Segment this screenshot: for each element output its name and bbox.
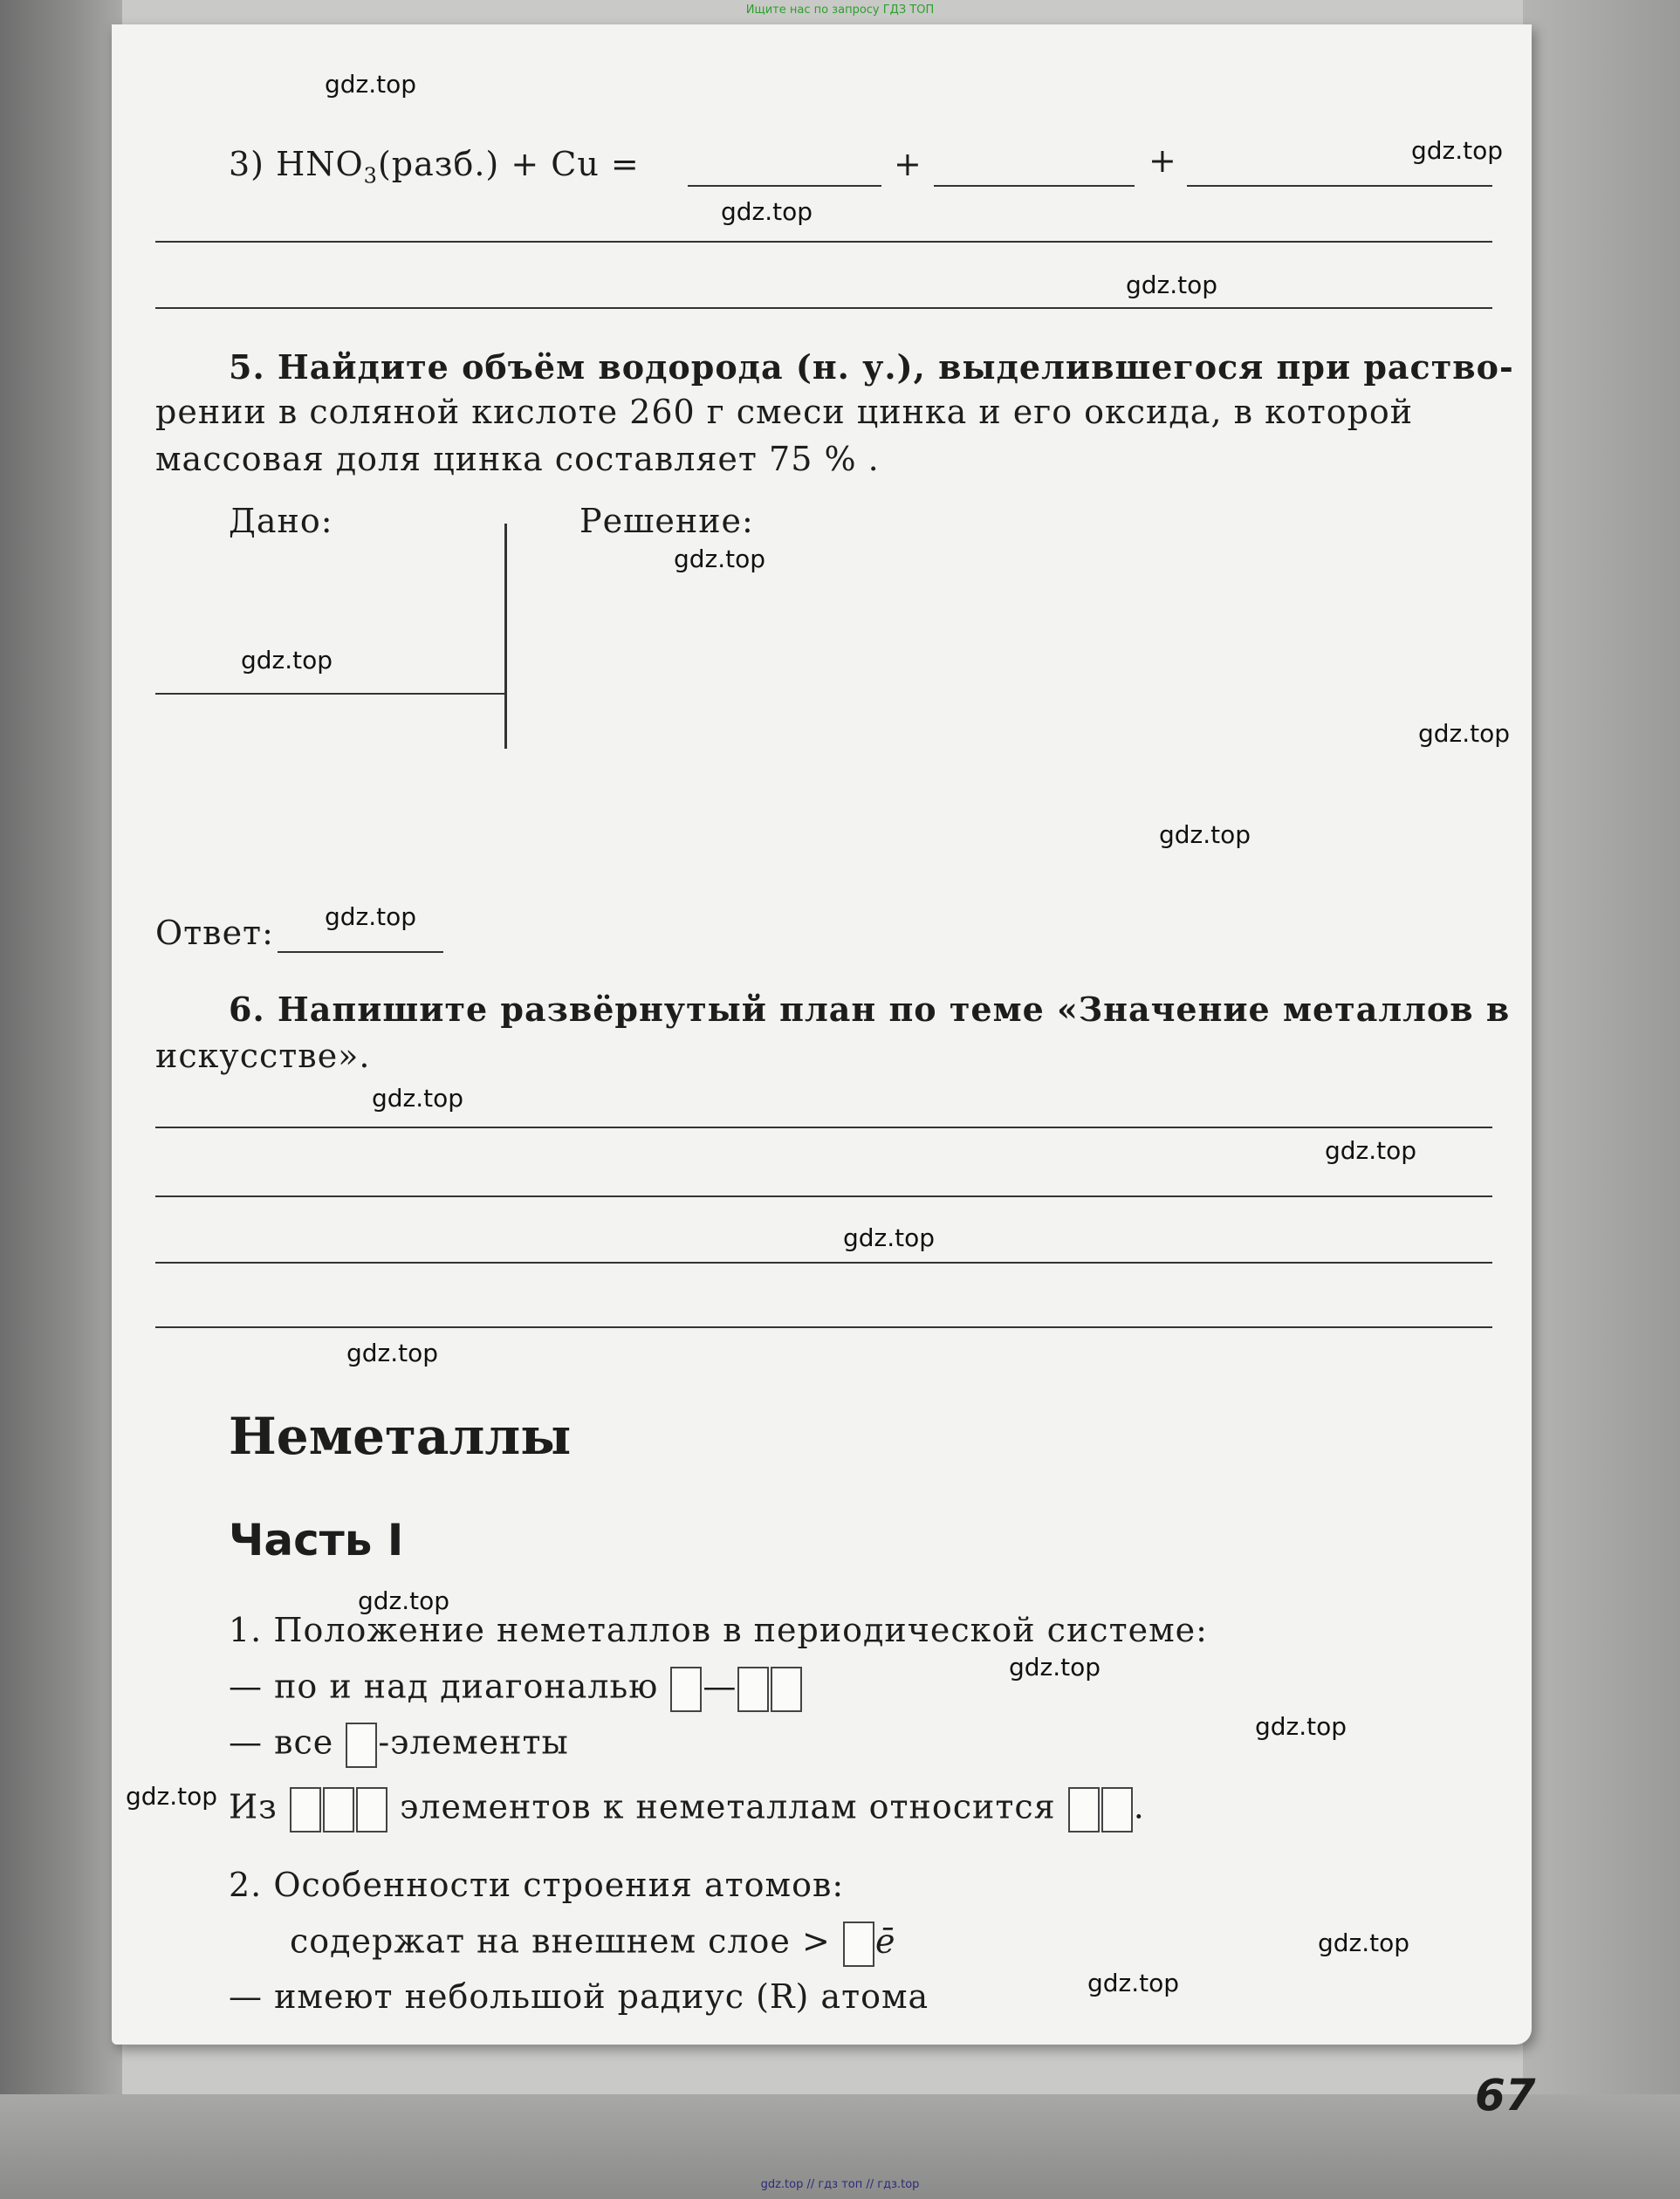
answer-box[interactable]	[843, 1922, 874, 1967]
watermark: gdz.top	[843, 1223, 936, 1252]
q1-line-4c: .	[1133, 1787, 1145, 1826]
task3-sub: 3	[363, 163, 378, 188]
q2-line-2-text: содержат на внешнем слое >	[290, 1922, 831, 1961]
task5-text-1: 5. Найдите объём водорода (н. у.), выделившегося при раство-	[229, 347, 1514, 387]
given-label: Дано:	[229, 502, 333, 540]
answer-box[interactable]	[1101, 1787, 1133, 1832]
page-number: 67	[1475, 2070, 1536, 2120]
solution-label: Решение:	[579, 502, 754, 540]
answer-box[interactable]	[1068, 1787, 1100, 1832]
q2-line-1: 2. Особенности строения атомов:	[229, 1866, 845, 1904]
q2-line-3: — имеют небольшой радиус (R) атома	[229, 1977, 929, 2016]
background-right	[1523, 0, 1680, 2199]
task5-line-3: массовая доля цинка составляет 75 % .	[155, 440, 880, 478]
writing-line[interactable]	[155, 241, 1492, 243]
q1-line-3b: -элементы	[378, 1723, 569, 1762]
q1-line-3	[229, 1723, 569, 1768]
q1-line-2-text: — по и над диагональю	[229, 1667, 659, 1706]
watermark: gdz.top	[358, 1586, 450, 1615]
watermark: gdz.top	[1325, 1136, 1417, 1165]
watermark: gdz.top	[1159, 820, 1251, 849]
watermark: gdz.top	[1418, 719, 1511, 748]
task5-line-2: рении в соляной кислоте 260 г смеси цинка и его оксида, в которой	[155, 393, 1414, 431]
task6-text-1: 6. Напишите развёрнутый план по теме «Значение металлов в	[229, 990, 1511, 1029]
task3-formula: HNO	[276, 145, 364, 183]
watermark: gdz.top	[674, 545, 766, 573]
watermark: gdz.top	[1255, 1712, 1347, 1741]
electron-symbol: ē	[874, 1922, 896, 1961]
answer-box[interactable]	[670, 1667, 702, 1712]
section-title: Неметаллы	[229, 1407, 572, 1466]
task3-answer-line-2[interactable]	[934, 185, 1135, 187]
task3-rest: (разб.) + Cu =	[377, 145, 640, 183]
answer-box[interactable]	[737, 1667, 769, 1712]
watermark: gdz.top	[1087, 1969, 1180, 1997]
q1-line-1: 1. Положение неметаллов в периодической системе:	[229, 1611, 1208, 1649]
given-divider	[504, 524, 507, 749]
writing-line[interactable]	[155, 1262, 1492, 1264]
answer-box[interactable]	[346, 1723, 377, 1768]
top-banner: Ищите нас по запросу ГДЗ ТОП	[745, 3, 935, 17]
q1-dash: —	[703, 1667, 737, 1706]
watermark: gdz.top	[721, 197, 813, 226]
writing-line[interactable]	[155, 1326, 1492, 1328]
part-title: Часть I	[229, 1515, 404, 1565]
answer-label: Ответ:	[155, 914, 274, 952]
watermark: gdz.top	[1318, 1928, 1410, 1957]
background-left	[0, 0, 122, 2199]
watermark: gdz.top	[126, 1782, 218, 1811]
watermark: gdz.top	[241, 646, 333, 675]
task3-line	[229, 145, 640, 188]
answer-box[interactable]	[290, 1787, 321, 1832]
task3-answer-line-3[interactable]	[1187, 185, 1492, 187]
answer-line[interactable]	[278, 951, 443, 953]
task3-label: 3)	[229, 145, 265, 183]
watermark: gdz.top	[325, 902, 417, 931]
task5-line-1	[229, 347, 1514, 387]
task3-plus-2: +	[1149, 141, 1177, 180]
writing-line[interactable]	[155, 307, 1492, 309]
given-underline	[155, 693, 506, 695]
watermark: gdz.top	[346, 1339, 439, 1367]
q1-line-4a: Из	[229, 1787, 278, 1826]
q2-line-2	[290, 1922, 895, 1967]
watermark: gdz.top	[1126, 271, 1218, 299]
answer-box[interactable]	[323, 1787, 354, 1832]
watermark: gdz.top	[325, 70, 417, 99]
task6-line-1	[229, 990, 1510, 1029]
watermark: gdz.top	[372, 1084, 464, 1113]
answer-box[interactable]	[356, 1787, 387, 1832]
watermark: gdz.top	[1009, 1653, 1101, 1682]
q1-line-4b: элементов к неметаллам относится	[400, 1787, 1056, 1826]
q1-line-2	[229, 1667, 803, 1712]
q1-line-3a: — все	[229, 1723, 334, 1762]
task6-line-2: искусстве».	[155, 1037, 371, 1075]
task3-plus-1: +	[894, 145, 922, 183]
q1-line-4	[229, 1787, 1145, 1832]
bottom-banner: gdz.top // гдз топ // гдз.top	[760, 2178, 920, 2191]
writing-line[interactable]	[155, 1195, 1492, 1197]
task3-answer-line-1[interactable]	[688, 185, 881, 187]
answer-box[interactable]	[771, 1667, 802, 1712]
watermark: gdz.top	[1411, 136, 1504, 165]
writing-line[interactable]	[155, 1127, 1492, 1128]
